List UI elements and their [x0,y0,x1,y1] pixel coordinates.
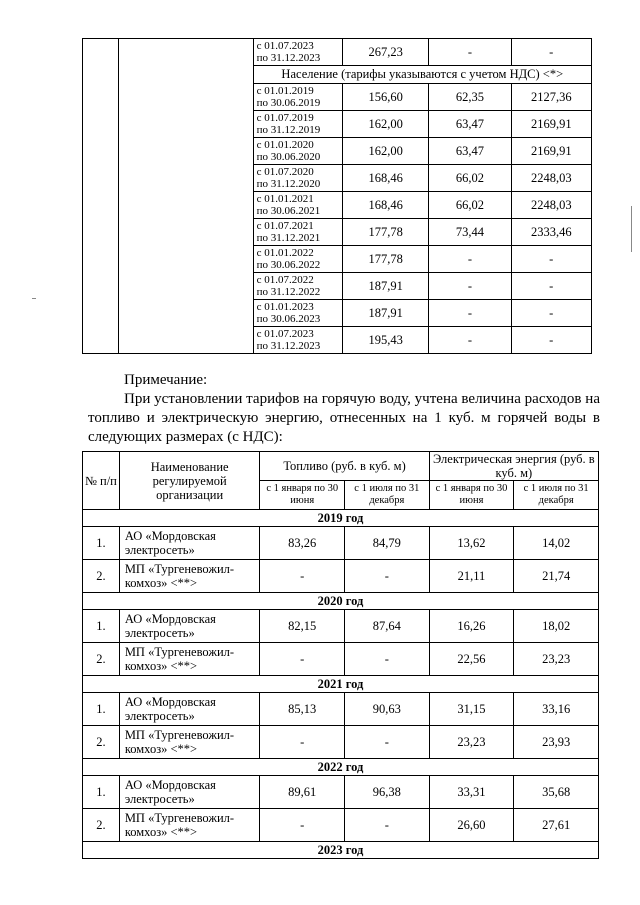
value-cell: 63,47 [429,111,511,138]
period-from: с 01.01.2019 [256,85,314,97]
org-name: АО «Мордовская электросеть» [119,527,260,560]
period-to: по 31.12.2019 [256,124,321,136]
value-cell: - [260,809,345,842]
value-cell: - [429,39,511,66]
value-cell: 187,91 [343,273,429,300]
value-cell: 187,91 [343,300,429,327]
period-from: с 01.07.2022 [256,274,314,286]
period-cell [253,219,342,246]
period-cell [253,327,342,354]
value-cell: - [260,560,345,593]
value-cell: 2169,91 [511,138,591,165]
value-cell: 168,46 [343,165,429,192]
org-cell [119,39,253,354]
index-cell [83,39,119,354]
row-number: 1. [83,776,120,809]
value-cell: 162,00 [343,138,429,165]
fuel-header: Топливо (руб. в куб. м) [260,452,429,481]
value-cell: 2169,91 [511,111,591,138]
year-label: 2020 год [83,593,599,610]
year-row [83,510,599,527]
value-cell: - [511,300,591,327]
scan-speck [631,206,632,252]
table-row [83,643,599,676]
value-cell: 63,47 [429,138,511,165]
tariff-table [82,38,592,354]
period-cell [253,192,342,219]
year-label: 2019 год [83,510,599,527]
scan-speck [32,298,36,299]
period-to: по 30.06.2020 [256,151,321,163]
value-cell: 162,00 [343,111,429,138]
org-name: АО «Мордовская электросеть» [119,693,260,726]
row-number: 2. [83,809,120,842]
value-cell: 33,16 [514,693,599,726]
period-from: с 01.01.2020 [256,139,314,151]
org-name: МП «Тургеневожил-комхоз» <**> [119,643,260,676]
cost-table [82,451,599,859]
period-from: с 01.07.2023 [256,40,314,52]
period-cell [253,273,342,300]
period-to: по 31.12.2020 [256,178,321,190]
period-to: по 30.06.2019 [256,97,321,109]
energy-header: Электрическая энергия (руб. в куб. м) [429,452,598,481]
value-cell: - [429,300,511,327]
table-row [83,693,599,726]
value-cell: - [511,246,591,273]
period-from: с 01.07.2021 [256,220,314,232]
period-from: с 01.01.2021 [256,193,314,205]
table-row [83,610,599,643]
fuel-h2-header: с 1 июля по 31 декабря [345,481,430,510]
row-number: 2. [83,560,120,593]
value-cell: 2127,36 [511,84,591,111]
value-cell: 90,63 [345,693,430,726]
year-row [83,593,599,610]
period-from: с 01.07.2019 [256,112,314,124]
org-name: МП «Тургеневожил-комхоз» <**> [119,809,260,842]
value-cell: 2248,03 [511,165,591,192]
table-row [83,809,599,842]
value-cell: 267,23 [343,39,429,66]
value-cell: 22,56 [429,643,514,676]
value-cell: 18,02 [514,610,599,643]
period-cell [253,138,342,165]
period-to: по 30.06.2023 [256,313,321,325]
row-number: 1. [83,693,120,726]
value-cell: 177,78 [343,219,429,246]
period-cell [253,111,342,138]
value-cell: - [345,809,430,842]
table-row [83,726,599,759]
value-cell: 14,02 [514,527,599,560]
row-number: 1. [83,527,120,560]
year-label: 2023 год [83,842,599,859]
value-cell: - [429,246,511,273]
note-title: Примечание: [124,372,208,388]
org-name: АО «Мордовская электросеть» [119,610,260,643]
year-row [83,676,599,693]
energy-h1-header: с 1 января по 30 июня [429,481,514,510]
value-cell: 31,15 [429,693,514,726]
value-cell: 35,68 [514,776,599,809]
value-cell: 156,60 [343,84,429,111]
value-cell: - [511,273,591,300]
value-cell: 2333,46 [511,219,591,246]
value-cell: 16,26 [429,610,514,643]
value-cell: 66,02 [429,165,511,192]
value-cell: 2248,03 [511,192,591,219]
row-number: 2. [83,643,120,676]
table-row [83,39,592,66]
note-body: При установлении тарифов на горячую воду, учтена величина расходов на топливо и электрическую энергию, отнесенных на 1 куб. м горячей воды в следующих размерах (с НДС): [88,391,600,445]
org-name: АО «Мордовская электросеть» [119,776,260,809]
value-cell: 96,38 [345,776,430,809]
value-cell: - [429,327,511,354]
value-cell: 21,11 [429,560,514,593]
value-cell: - [511,327,591,354]
value-cell: 177,78 [343,246,429,273]
value-cell: 82,15 [260,610,345,643]
period-cell [253,39,342,66]
period-to: по 31.12.2021 [256,232,321,244]
value-cell: 23,23 [429,726,514,759]
section-heading: Население (тарифы указываются с учетом НДС) <*> [253,66,591,84]
year-label: 2021 год [83,676,599,693]
value-cell: 87,64 [345,610,430,643]
header-row [83,452,599,481]
fuel-h1-header: с 1 января по 30 июня [260,481,345,510]
year-row [83,759,599,776]
value-cell: 85,13 [260,693,345,726]
value-cell: - [511,39,591,66]
row-number: 2. [83,726,120,759]
value-cell: 26,60 [429,809,514,842]
value-cell: 33,31 [429,776,514,809]
num-header: № п/п [83,452,120,510]
period-to: по 30.06.2021 [256,205,321,217]
row-number: 1. [83,610,120,643]
value-cell: 21,74 [514,560,599,593]
period-cell [253,84,342,111]
value-cell: - [345,643,430,676]
period-from: с 01.01.2022 [256,247,314,259]
period-to: по 31.12.2022 [256,286,321,298]
value-cell: 83,26 [260,527,345,560]
value-cell: 168,46 [343,192,429,219]
value-cell: 73,44 [429,219,511,246]
period-cell [253,246,342,273]
org-header: Наименование регулируемой организации [119,452,260,510]
value-cell: 13,62 [429,527,514,560]
table-row [83,527,599,560]
period-cell [253,300,342,327]
period-to: по 31.12.2023 [256,340,321,352]
value-cell: 89,61 [260,776,345,809]
value-cell: 66,02 [429,192,511,219]
value-cell: 84,79 [345,527,430,560]
value-cell: 62,35 [429,84,511,111]
value-cell: - [345,726,430,759]
period-from: с 01.07.2020 [256,166,314,178]
org-name: МП «Тургеневожил-комхоз» <**> [119,560,260,593]
table-row [83,560,599,593]
value-cell: 195,43 [343,327,429,354]
period-from: с 01.07.2023 [256,328,314,340]
table-row [83,776,599,809]
year-label: 2022 год [83,759,599,776]
value-cell: 27,61 [514,809,599,842]
value-cell: - [429,273,511,300]
value-cell: - [260,726,345,759]
energy-h2-header: с 1 июля по 31 декабря [514,481,599,510]
value-cell: 23,93 [514,726,599,759]
period-to: по 30.06.2022 [256,259,321,271]
period-from: с 01.01.2023 [256,301,314,313]
year-row [83,842,599,859]
period-to: по 31.12.2023 [256,52,321,64]
org-name: МП «Тургеневожил-комхоз» <**> [119,726,260,759]
value-cell: 23,23 [514,643,599,676]
value-cell: - [260,643,345,676]
value-cell: - [345,560,430,593]
period-cell [253,165,342,192]
